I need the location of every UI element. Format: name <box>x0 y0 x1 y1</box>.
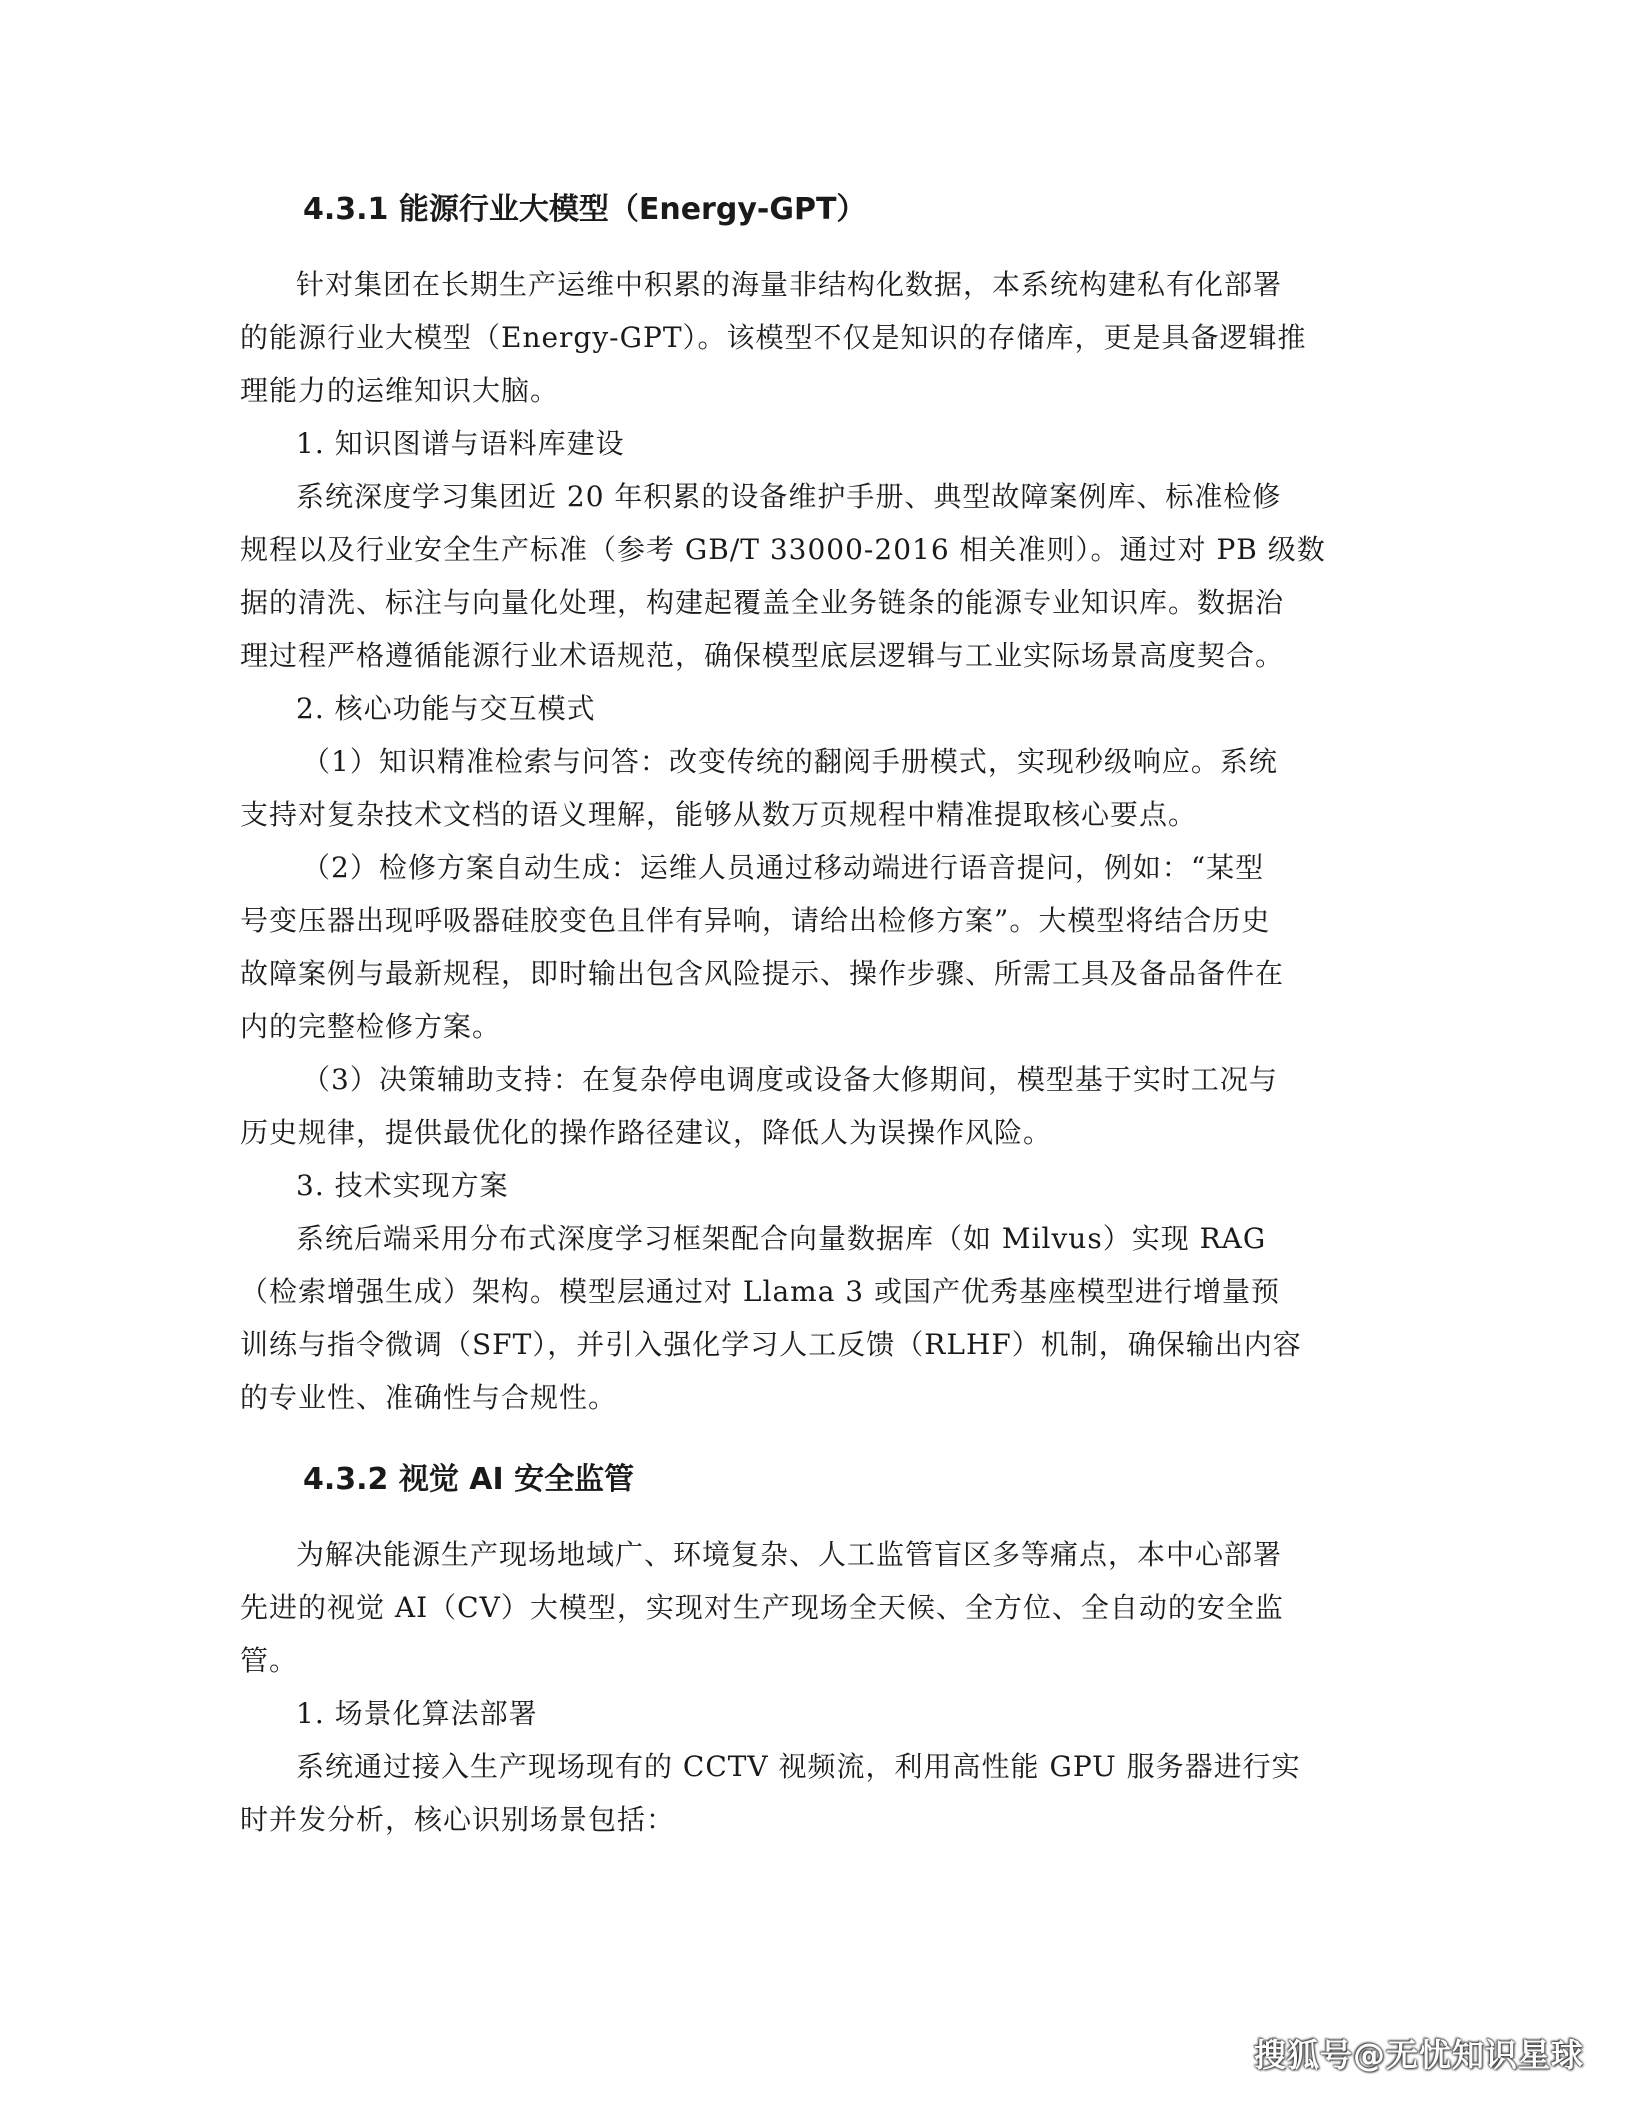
watermark: 搜狐号@无忧知识星球 <box>1253 2036 1584 2074</box>
text-line: 管。 <box>240 1644 299 1677</box>
item-2-title: 2. 核心功能与交互模式 <box>296 692 596 725</box>
text-line: （1）知识精准检索与问答：改变传统的翻阅手册模式，实现秒级响应。系统 <box>302 745 1278 778</box>
text-line: 为解决能源生产现场地域广、环境复杂、人工监管盲区多等痛点，本中心部署 <box>296 1538 1283 1571</box>
item-2-sub-1 <box>240 735 1380 841</box>
text-line: 先进的视觉 AI（CV）大模型，实现对生产现场全天候、全方位、全自动的安全监 <box>240 1591 1284 1624</box>
item-1-title: 1. 知识图谱与语料库建设 <box>296 427 625 460</box>
text-line: 号变压器出现呼吸器硅胶变色且伴有异响，请给出检修方案”。大模型将结合历史 <box>240 904 1271 937</box>
text-line: （检索增强生成）架构。模型层通过对 Llama 3 或国产优秀基座模型进行增量预 <box>240 1275 1281 1308</box>
text-line: 规程以及行业安全生产标准（参考 GB/T 33000-2016 相关准则）。通过对 PB 级数 <box>240 533 1326 566</box>
item-1-body <box>240 1740 1380 1846</box>
item-3-title: 3. 技术实现方案 <box>296 1169 509 1202</box>
text-line: 理能力的运维知识大脑。 <box>240 374 560 407</box>
text-line: （2）检修方案自动生成：运维人员通过移动端进行语音提问，例如：“某型 <box>302 851 1265 884</box>
text-line: 内的完整检修方案。 <box>240 1010 502 1043</box>
item-1-body <box>240 470 1380 682</box>
item-1-title: 1. 场景化算法部署 <box>296 1697 538 1730</box>
text-line: 系统后端采用分布式深度学习框架配合向量数据库（如 Milvus）实现 RAG <box>296 1222 1267 1255</box>
text-line: 针对集团在长期生产运维中积累的海量非结构化数据，本系统构建私有化部署 <box>296 268 1283 301</box>
document-page <box>240 190 1380 1846</box>
section-title-4-3-2: 4.3.2 视觉 AI 安全监管 <box>303 1462 635 1497</box>
text-line: 历史规律，提供最优化的操作路径建议，降低人为误操作风险。 <box>240 1116 1053 1149</box>
section-4-3-2-intro <box>240 1528 1380 1687</box>
section-title-4-3-1: 4.3.1 能源行业大模型（Energy-GPT） <box>303 192 867 227</box>
text-line: 系统通过接入生产现场现有的 CCTV 视频流，利用高性能 GPU 服务器进行实 <box>296 1750 1301 1783</box>
text-line: （3）决策辅助支持：在复杂停电调度或设备大修期间，模型基于实时工况与 <box>302 1063 1278 1096</box>
text-line: 据的清洗、标注与向量化处理，构建起覆盖全业务链条的能源专业知识库。数据治 <box>240 586 1285 619</box>
text-line: 的能源行业大模型（Energy-GPT）。该模型不仅是知识的存储库，更是具备逻辑推 <box>240 321 1307 354</box>
text-line: 训练与指令微调（SFT），并引入强化学习人工反馈（RLHF）机制，确保输出内容 <box>240 1328 1302 1361</box>
item-2-sub-2 <box>240 841 1380 1053</box>
item-3-body <box>240 1212 1380 1424</box>
text-line: 的专业性、准确性与合规性。 <box>240 1381 618 1414</box>
text-line: 支持对复杂技术文档的语义理解，能够从数万页规程中精准提取核心要点。 <box>240 798 1198 831</box>
text-line: 系统深度学习集团近 20 年积累的设备维护手册、典型故障案例库、标准检修 <box>296 480 1282 513</box>
text-line: 故障案例与最新规程，即时输出包含风险提示、操作步骤、所需工具及备品备件在 <box>240 957 1285 990</box>
item-2-sub-3 <box>240 1053 1380 1159</box>
section-4-3-1-intro <box>240 258 1380 417</box>
text-line: 时并发分析，核心识别场景包括： <box>240 1803 676 1836</box>
text-line: 理过程严格遵循能源行业术语规范，确保模型底层逻辑与工业实际场景高度契合。 <box>240 639 1285 672</box>
